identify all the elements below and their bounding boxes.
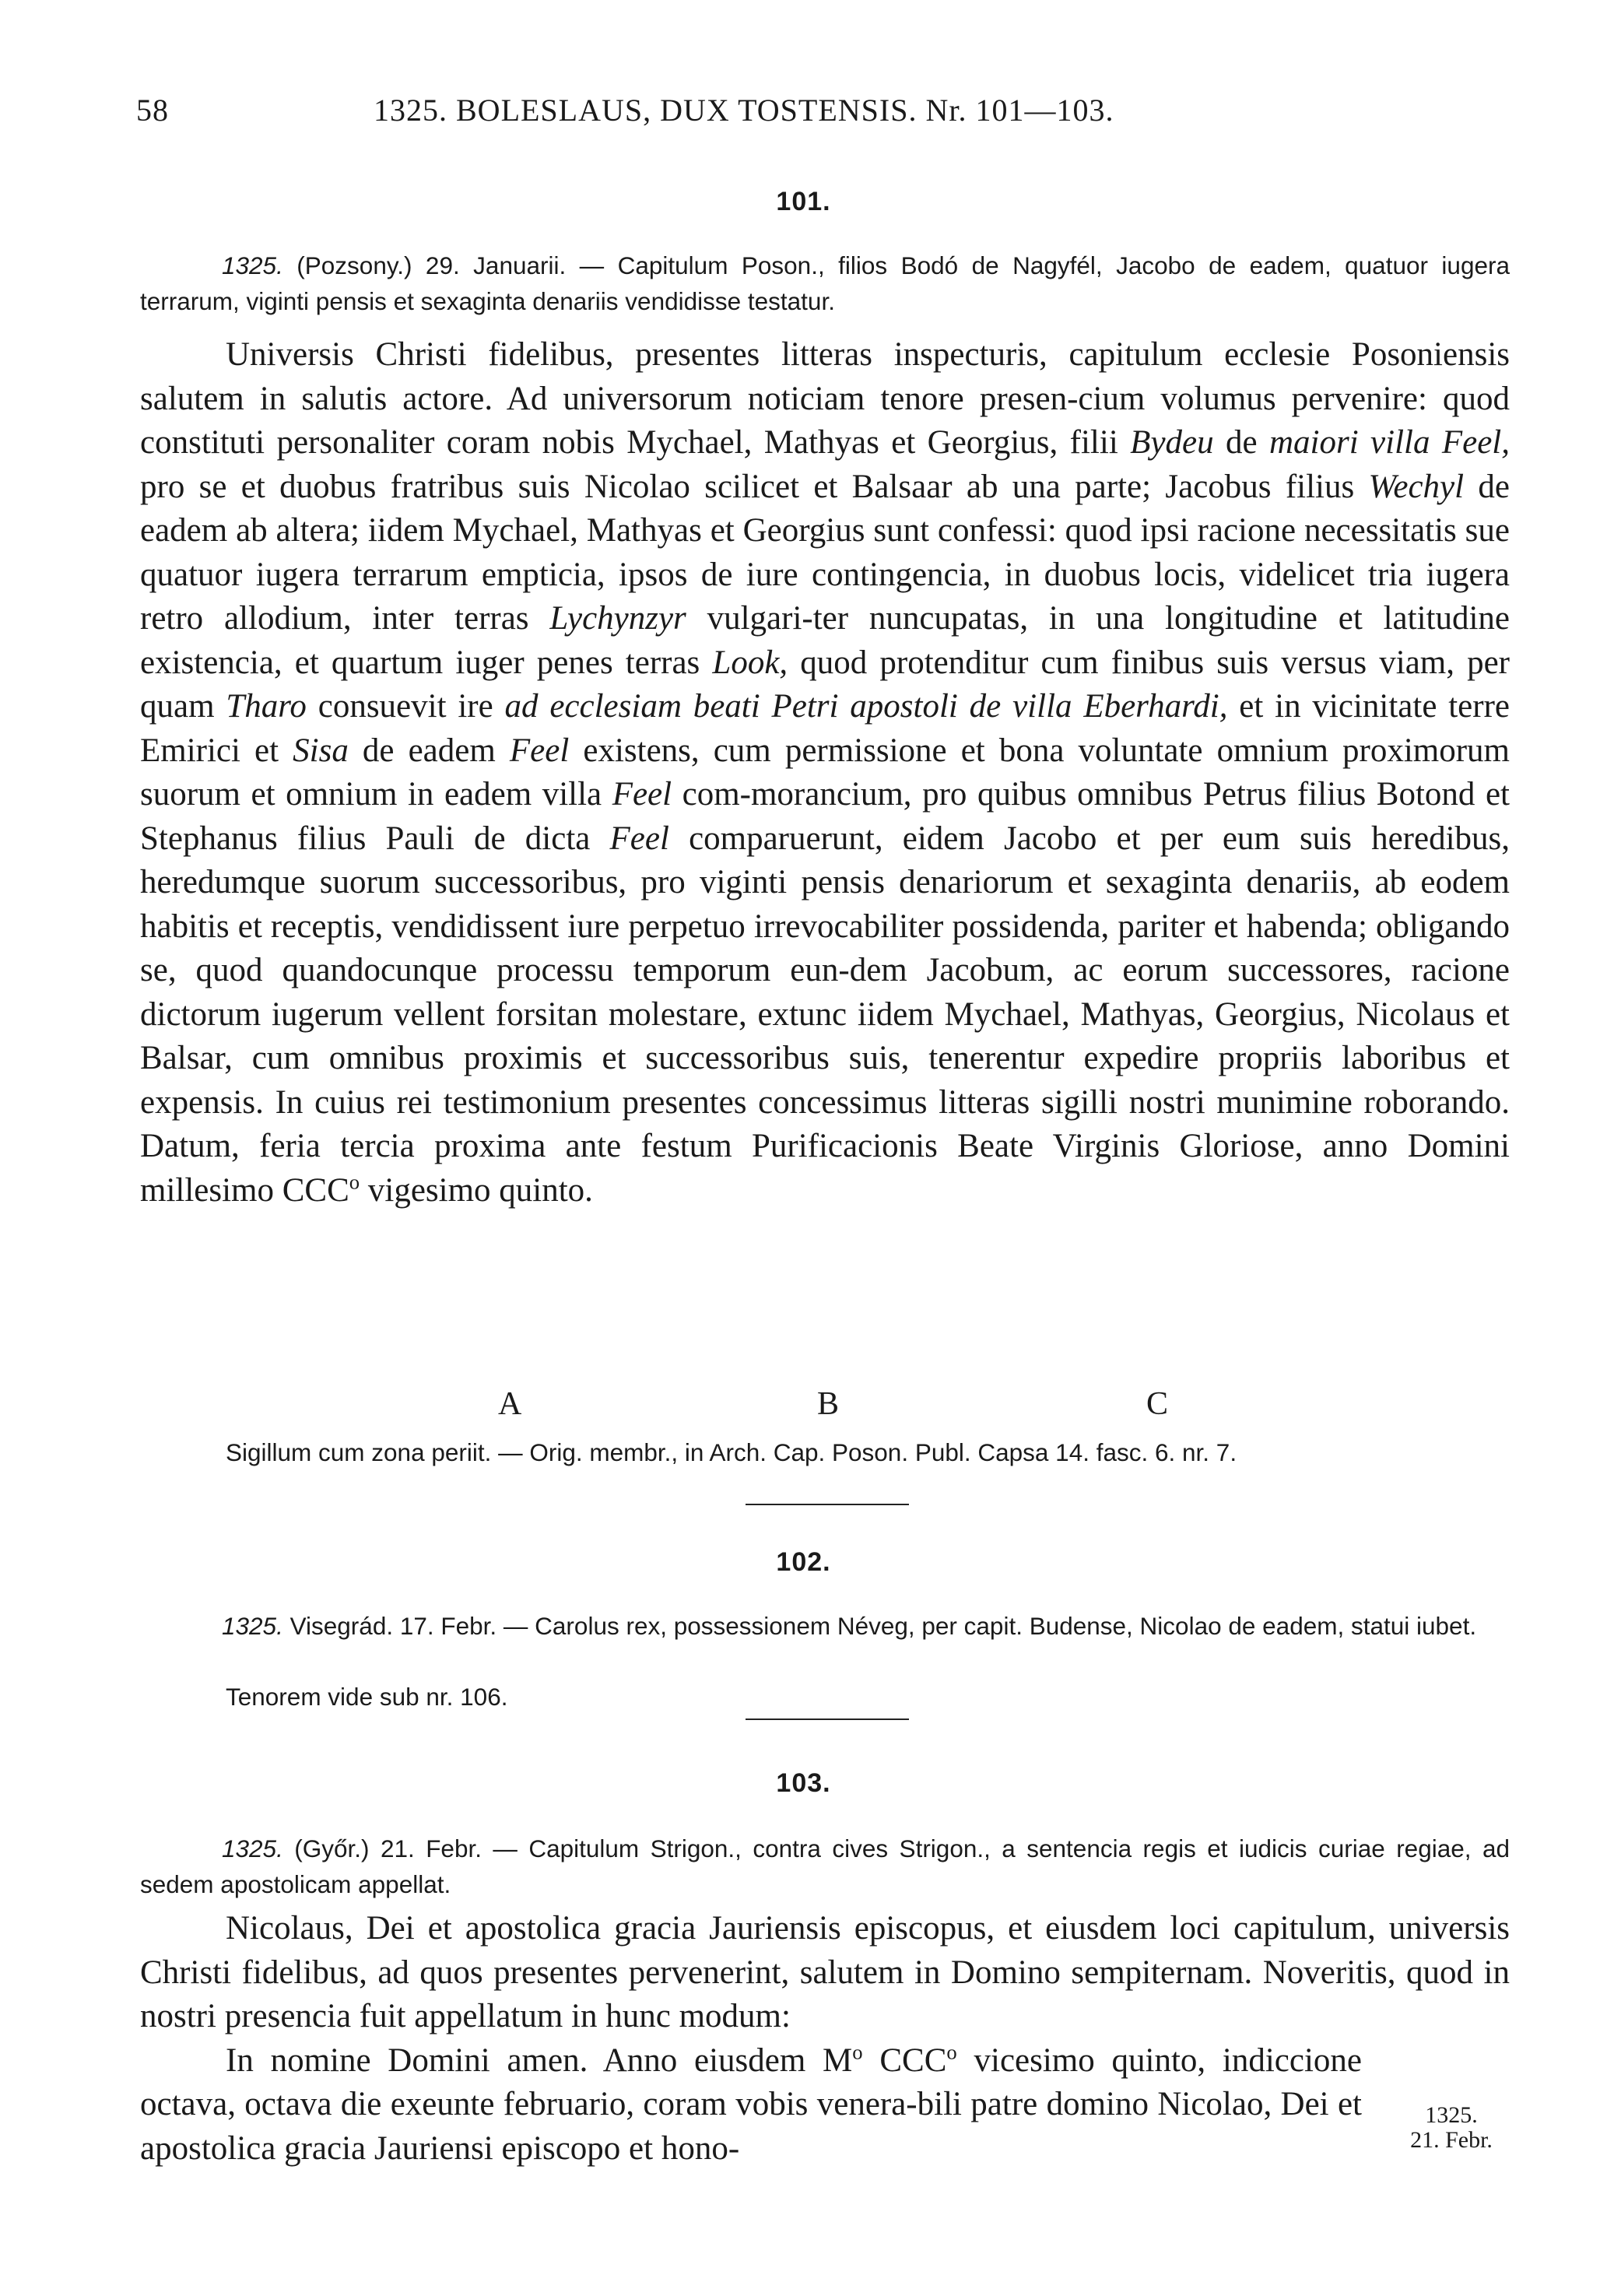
doc-103-text-b: CCC [862, 2041, 947, 2079]
doc-103-regest [140, 1831, 1510, 1902]
doc-101-regest [140, 248, 1510, 319]
doc-102-regest-text: Visegrád. 17. Febr. — Carolus rex, possessionem Néveg, per capit. Budense, Nicolao de eadem, statui iubet. [282, 1612, 1477, 1640]
letter-a: A [498, 1386, 522, 1422]
doc-103-regest-text: (Győr.) 21. Febr. — Capitulum Strigon., contra cives Strigon., a sentencia regis et iudicis curiae regiae, ad sedem apostolicam appellat. [140, 1834, 1510, 1898]
doc-102-number: 102. [776, 1547, 831, 1577]
doc-101-text-6: quod protenditur cum finibus suis versus viam, per quam [140, 644, 1510, 725]
doc-101-text-4: de eadem ab altera; iidem Mychael, Mathyas et Georgius sunt confessi: quod ipsi racione necessitatis sue quatuor iugera terrarum empticia, ipsos de iure contingencia, in duobus locis, videlicet tria iugera retro allodium, inter terras [140, 468, 1510, 637]
doc-103-regest-date: 1325. [222, 1834, 283, 1862]
doc-101-italic-1: Bydeu [1130, 424, 1214, 461]
margin-date-note [1385, 2103, 1518, 2153]
doc-103-superscript-2: o [946, 2040, 957, 2064]
doc-101-italic-11: Feel [609, 820, 669, 857]
doc-101-regest-text: (Pozsony.) 29. Januarii. — Capitulum Poson., filios Bodó de Nagyfél, Jacobo de eadem, quatuor iugera terrarum, viginti pensis et sexaginta denariis vendidisse testatur. [140, 251, 1510, 315]
doc-101-italic-8: Sisa [293, 732, 349, 769]
doc-101-seal-note: Sigillum cum zona periit. — Orig. membr., in Arch. Cap. Poson. Publ. Capsa 14. fasc. 6. nr. 7. [226, 1438, 1237, 1466]
running-title: 1325. BOLESLAUS, DUX TOSTENSIS. Nr. 101—103. [374, 93, 1114, 128]
doc-101-body [140, 333, 1510, 1213]
doc-103-body [140, 1907, 1510, 2171]
separator-rule-2 [746, 1718, 909, 1720]
doc-101-italic-9: Feel [509, 732, 570, 769]
doc-101-italic-6: Tharo [226, 688, 307, 725]
doc-101-text-5: vulgari-ter nuncupatas, in una longitudine et latitudine existencia, et quartum iuger penes terras [140, 600, 1510, 681]
page-number: 58 [136, 93, 169, 128]
doc-101-text-13: vigesimo quinto. [360, 1171, 593, 1209]
doc-101-text-7: consuevit ire [306, 688, 505, 725]
margin-date: 21. Febr. [1410, 2127, 1493, 2153]
doc-101-regest-date: 1325. [222, 251, 283, 279]
doc-101-italic-4: Lychynzyr [549, 600, 686, 637]
doc-101-text-2: de [1213, 424, 1269, 461]
doc-101-text-9: de eadem [348, 732, 510, 769]
doc-101-text-8: et in vicinitate terre Emirici et [140, 688, 1510, 769]
doc-101-text-10: existens, cum permissione et bona voluntate omnium proximorum suorum et omnium in eadem villa [140, 732, 1510, 813]
letter-c: C [1146, 1386, 1169, 1422]
doc-101-text-1: Universis Christi fidelibus, presentes litteras inspecturis, capitulum ecclesie Posoniensis salutem in salutis actore. Ad universorum noticiam tenore presen-cium volumus pervenire: quod constituti personaliter coram nobis Mychael, Mathyas et Georgius, filii [140, 336, 1510, 461]
doc-103-text-a: In nomine Domini amen. Anno eiusdem M [226, 2041, 853, 2079]
doc-102-regest-date: 1325. [222, 1612, 283, 1640]
doc-101-text-12: comparuerunt, eidem Jacobo et per eum suis heredibus, heredumque suorum successoribus, pro viginti pensis denariorum et sexaginta denariis, ab eodem habitis et receptis, vendidissent iure perpetuo irrevocabiliter possidenda, pariter et habenda; obligando se, quod quandocunque processu temporum eun-dem Jacobum, ac eorum successores, racione dictorum iugerum vellent forsitan molestare, extunc iidem Mychael, Mathyas, Georgius, Nicolaus et Balsar, cum omnibus proximis et successoribus suis, tenerentur expedire propriis laboribus et expensis. In cuius rei testimonium presentes concessimus litteras sigilli nostri munimine roborando. Datum, feria tercia proxima ante festum Purificacionis Beate Virginis Gloriose, anno Domini millesimo CCC [140, 820, 1511, 1209]
doc-103-text-c: vicesimo quinto, indiccione octava, octava die exeunte februario, coram vobis venera-bili patre domino Nicolao, Dei et apostolica gracia Jauriensi episcopo et hono- [140, 2041, 1362, 2167]
doc-101-text-3: pro se et duobus fratribus suis Nicolao scilicet et Balsaar ab una parte; Jacobus filius [140, 468, 1369, 505]
letter-b: B [817, 1386, 840, 1422]
doc-101-italic-10: Feel [612, 776, 672, 813]
doc-103-superscript-1: o [852, 2040, 863, 2064]
doc-102-tenor: Tenorem vide sub nr. 106. [226, 1683, 508, 1711]
doc-101-superscript: o [349, 1170, 360, 1194]
separator-rule-1 [746, 1504, 909, 1505]
doc-101-italic-5: Look, [712, 644, 788, 681]
doc-101-italic-2: maiori villa Feel, [1268, 424, 1511, 461]
doc-101-italic-3: Wechyl [1368, 468, 1465, 505]
doc-103-paragraph-1: Nicolaus, Dei et apostolica gracia Jauriensis episcopus, et eiusdem loci capitulum, universis Christi fidelibus, ad quos presentes pervenerint, salutem in Domino sempiternam. Noveritis, quod in nostri presencia fuit appellatum in hunc modum: [140, 1910, 1510, 2034]
doc-101-italic-7: ad ecclesiam beati Petri apostoli de villa Eberhardi, [504, 688, 1228, 725]
margin-year: 1325. [1425, 2102, 1478, 2128]
doc-102-regest [140, 1608, 1510, 1644]
doc-101-number: 101. [776, 187, 831, 216]
doc-103-number: 103. [776, 1768, 831, 1798]
doc-103-paragraph-2 [140, 2039, 1510, 2171]
doc-101-text-11: com-morancium, pro quibus omnibus Petrus filius Botond et Stephanus filius Pauli de dicta [140, 776, 1510, 857]
